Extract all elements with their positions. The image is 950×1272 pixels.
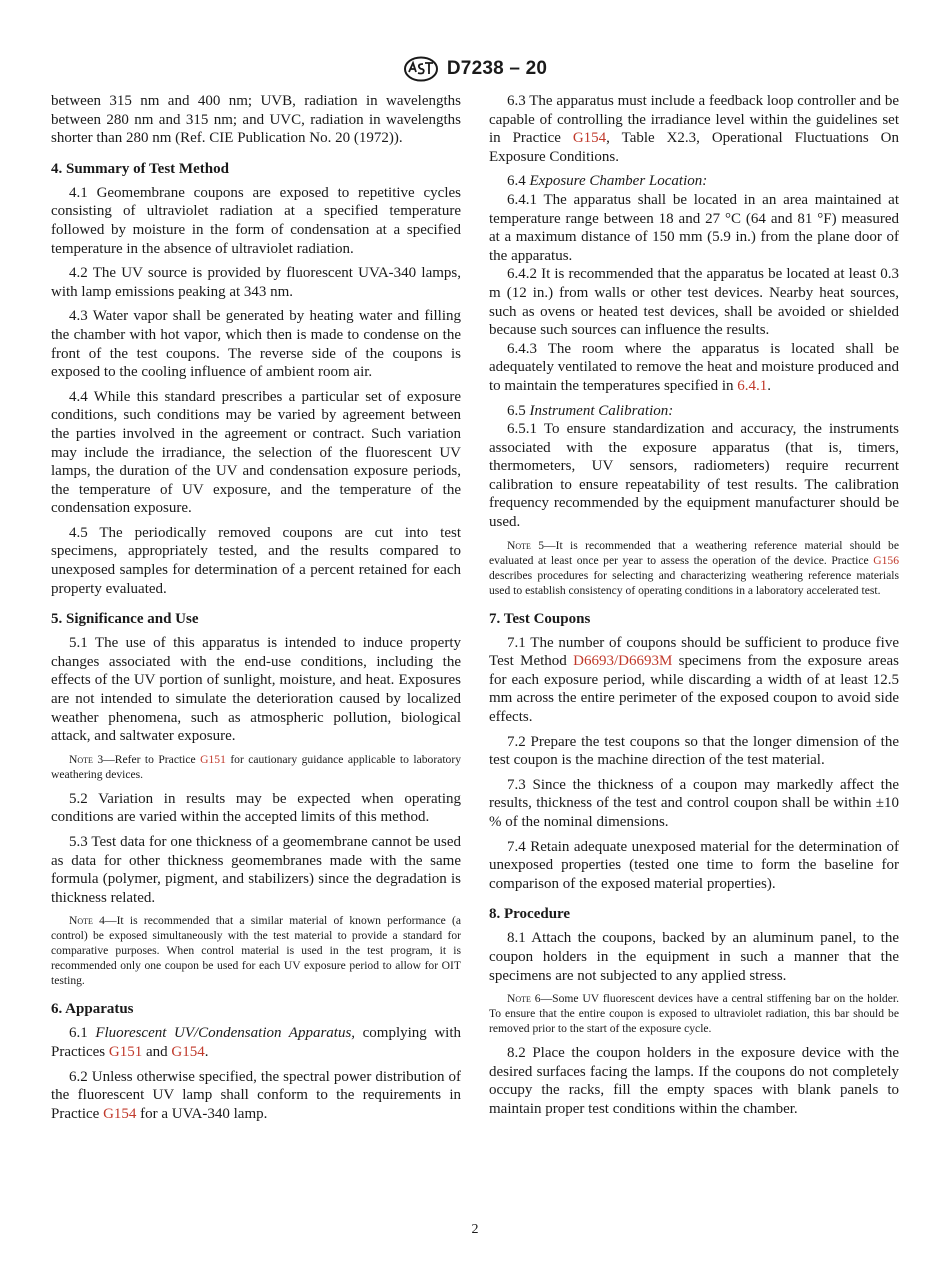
- paragraph-6-4: 6.4 Exposure Chamber Location:: [507, 173, 708, 190]
- note-3-label: Note 3: [69, 752, 104, 766]
- paragraph-6-4-1: 6.4.1 The apparatus shall be located in an area maintained at temperature range between 18 and 27 °C (64 and 81 °F) measured at a maximum distance of 150 mm (5.9 in.) from the plane door of the apparatus.: [489, 191, 899, 264]
- section-6-4-1-link[interactable]: 6.4.1: [737, 377, 768, 394]
- paragraph-6-3: 6.3 The apparatus must include a feedback loop controller and be capable of controlling the irradiance level within the guidelines set in Practice G154, Table X2.3, Operational Fluctuations On Exposure Conditions.: [489, 93, 899, 165]
- paragraph-7-1: 7.1 The number of coupons should be sufficient to produce five Test Method D6693/D6693M specimens from the exposure areas for each exposure period, while discarding a width of at least 12.5 mm across the entire perimeter of the exposed coupon to avoid side effects.: [489, 634, 899, 726]
- note-5-label: Note 5: [507, 538, 545, 552]
- note-6-label: Note 6: [507, 992, 541, 1006]
- section-6-heading: 6. Apparatus: [51, 1001, 134, 1018]
- paragraph-6-2: 6.2 Unless otherwise specified, the spectral power distribution of the fluorescent UV lamp shall conform to the requirements in Practice G154 for a UVA-340 lamp.: [51, 1068, 461, 1122]
- paragraph-5-3: 5.3 Test data for one thickness of a geomembrane cannot be used as data for other thickness geomembranes made with the same formula (polymer, pigment, and stabilizers) since the degradation is thickness related.: [51, 834, 461, 906]
- paragraph-4-4: 4.4 While this standard prescribes a particular set of exposure conditions, such conditions may be varied by agreement between the parties involved in the agreement or contract. Such variation may include the irradiance, the selection of the fluorescent UV lamps, the duration of the UV and condensation exposure periods, the temperature of UV exposure, and the temperature of the condensation exposure.: [51, 388, 461, 517]
- section-5-heading: 5. Significance and Use: [51, 611, 199, 628]
- g151-link[interactable]: G151: [108, 1043, 143, 1060]
- paragraph-8-2: 8.2 Place the coupon holders in the exposure device with the desired surfaces facing the lamps. If the coupons do not completely occupy the racks, fill the empty spaces with blank panels to maintain proper test conditions within the chamber.: [489, 1045, 899, 1117]
- page-number: 2: [471, 1222, 479, 1237]
- paragraph-7-4: 7.4 Retain adequate unexposed material for the determination of unexposed properties (tested one time to form the baseline for comparison of the exposed material properties).: [489, 838, 899, 892]
- paragraph-4-1: 4.1 Geomembrane coupons are exposed to repetitive cycles consisting of ultraviolet radiation at a specified temperature followed by moisture in the form of condensation at a specified temperature in the absence of ultraviolet radiation.: [51, 184, 461, 257]
- note-6: Note 6—Some UV fluorescent devices have a central stiffening bar on the holder. To ensure that the entire coupon is exposed to ultraviolet radiation, this bar should be removed prior to the start of the exposure cycle.: [489, 992, 899, 1036]
- paragraph-5-2: 5.2 Variation in results may be expected when operating conditions are varied within the accepted limits of this method.: [51, 790, 461, 826]
- d6693-link[interactable]: D6693/D6693M: [573, 653, 673, 670]
- paragraph-5-1: 5.1 The use of this apparatus is intended to induce property changes associated with the end-use conditions, including the effects of the UV portion of sunlight, moisture, and heat. Exposures are not intended to simulate the deterioration caused by localized weather phenomena, such as atmospheric pollution, biological attack, and saltwater exposure.: [51, 635, 461, 745]
- note-4-label: Note 4: [69, 914, 105, 928]
- g154-link[interactable]: G154: [572, 130, 607, 147]
- right-column: [489, 92, 899, 1125]
- left-column: [51, 92, 461, 1129]
- note-5: Note 5—It is recommended that a weathering reference material should be evaluated at least once per year to assess the operation of the device. Practice G156 describes procedures for selecting and characterizing weathering reference materials used to establish consistency of operating conditions in a laboratory accelerated test.: [489, 538, 899, 597]
- g151-link[interactable]: G151: [200, 752, 226, 766]
- paragraph-6-4-3: 6.4.3 The room where the apparatus is located shall be adequately ventilated to remove the heat and moisture produced and to maintain the temperatures specified in 6.4.1.: [489, 340, 899, 394]
- paragraph-6-4-2: 6.4.2 It is recommended that the apparatus be located at least 0.3 m (12 in.) from walls or other test devices. Nearby heat sources, such as ovens or heated test devices, shall be avoided or shielded because such sources can influence the results.: [489, 266, 899, 339]
- paragraph-4-5: 4.5 The periodically removed coupons are cut into test specimens, appropriately tested, and the results compared to unexposed samples for determination of a percent retained for each property evaluated.: [51, 524, 461, 597]
- document-designation: D7238 – 20: [446, 58, 548, 79]
- section-4-heading: 4. Summary of Test Method: [51, 160, 229, 177]
- g154-link[interactable]: G154: [171, 1043, 205, 1060]
- paragraph-6-1: 6.1 Fluorescent UV/Condensation Apparatus, complying with Practices G151 and G154.: [51, 1025, 462, 1060]
- g156-link[interactable]: G156: [873, 553, 899, 567]
- paragraph-6-5: 6.5 Instrument Calibration:: [507, 402, 674, 419]
- paragraph-6-5-1: 6.5.1 To ensure standardization and accuracy, the instruments associated with the exposure apparatus (that is, timers, thermometers, UV sensors, radiometers) require recurrent calibration to ensure repeatability of test results. The calibration frequency recommended by the equipment manufacturer should be used.: [489, 421, 899, 531]
- page-header: [0, 56, 950, 86]
- section-8-heading: 8. Procedure: [489, 906, 571, 923]
- paragraph-4-3: 4.3 Water vapor shall be generated by heating water and filling the chamber with hot vapor, which then is made to condense on the front of the test coupons. The reverse side of the coupons is exposed to the cooling influence of ambient room air.: [51, 308, 461, 381]
- paragraph-8-1: 8.1 Attach the coupons, backed by an aluminum panel, to the coupon holders in the equipment in such a manner that the specimens are not subjected to any applied stress.: [489, 930, 899, 984]
- note-3: Note 3—Refer to Practice G151 for cautionary guidance applicable to laboratory weathering devices.: [51, 752, 462, 781]
- note-4: Note 4—It is recommended that a similar material of known performance (a control) be exposed simultaneously with the test material to provide a standard for comparative purposes. When control material is used in the test program, it is recommended only one coupon be used for each UV exposure period to allow for OIT testing.: [51, 914, 461, 988]
- paragraph-7-3: 7.3 Since the thickness of a coupon may markedly affect the results, thickness of the test and control coupon shall be within ±10 % of the nominal dimensions.: [489, 776, 899, 830]
- paragraph-4-2: 4.2 The UV source is provided by fluorescent UVA-340 lamps, with lamp emissions peaking at 343 nm.: [51, 265, 461, 300]
- intro-continuation: between 315 nm and 400 nm; UVB, radiation in wavelengths between 280 nm and 315 nm; and UVC, radiation in wavelengths shorter than 280 nm (Ref. CIE Publication No. 20 (1972)).: [51, 93, 461, 147]
- astm-logo-icon: [403, 56, 439, 82]
- section-7-heading: 7. Test Coupons: [489, 610, 591, 627]
- g154-link[interactable]: G154: [103, 1105, 137, 1122]
- paragraph-7-2: 7.2 Prepare the test coupons so that the longer dimension of the test coupon is the machine direction of the test material.: [489, 733, 899, 769]
